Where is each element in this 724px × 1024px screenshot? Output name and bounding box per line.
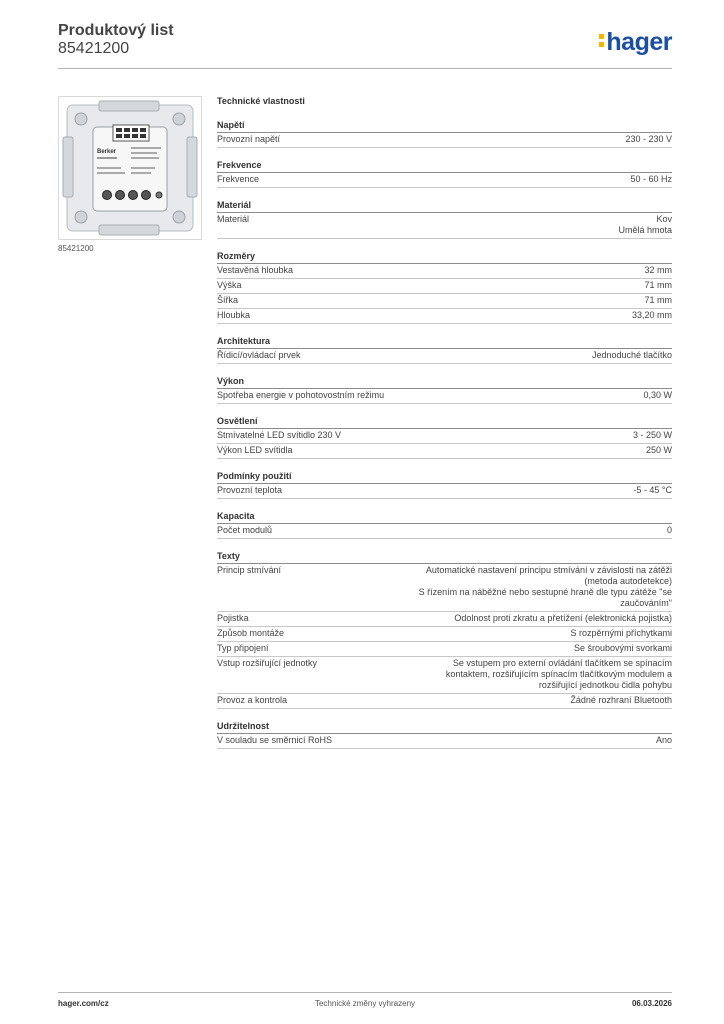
- spec-value-line: S řízením na náběžné nebo sestupné hraně dle typu zátěže "se: [418, 587, 672, 597]
- spec-value: [633, 485, 672, 496]
- spec-label: Princip stmívání: [217, 565, 282, 575]
- spec-label: Provozní teplota: [217, 485, 283, 495]
- spec-group-title: Výkon: [217, 376, 672, 389]
- spec-group: [217, 511, 672, 539]
- spec-value: [667, 525, 672, 536]
- spec-label: Provozní napětí: [217, 134, 281, 144]
- spec-row: [217, 429, 672, 444]
- spec-label: Pojistka: [217, 613, 249, 623]
- footer-note: Technické změny vyhrazeny: [314, 999, 416, 1008]
- spec-group: [217, 160, 672, 188]
- spec-label: Výkon LED svítidla: [217, 445, 293, 455]
- spec-value-line: Jednoduché tlačítko: [591, 350, 672, 360]
- spec-row: [217, 389, 672, 404]
- spec-value-line: Žádné rozhraní Bluetooth: [570, 695, 672, 705]
- spec-group: [217, 376, 672, 404]
- spec-value-line: Se vstupem pro externí ovládání tlačítkem se spínacím: [452, 658, 672, 668]
- label-brand: Berker: [97, 149, 117, 155]
- spec-group: [217, 120, 672, 148]
- spec-row: [217, 173, 672, 188]
- spec-group: [217, 471, 672, 499]
- spec-row: [217, 349, 672, 364]
- spec-value: [632, 310, 672, 321]
- logo-text: hager: [606, 28, 672, 56]
- spec-value: [646, 445, 672, 456]
- spec-value: [656, 735, 672, 746]
- spec-value-line: 32 mm: [644, 265, 672, 275]
- spec-group-title: Podmínky použití: [217, 471, 672, 484]
- spec-row: [217, 279, 672, 294]
- spec-group: [217, 336, 672, 364]
- hager-logo: [599, 28, 672, 57]
- spec-value-line: 71 mm: [644, 295, 672, 305]
- spec-value-line: 71 mm: [644, 280, 672, 290]
- spec-label: Způsob montáže: [217, 628, 285, 638]
- spec-label: Hloubka: [217, 310, 251, 320]
- spec-value: [618, 214, 672, 236]
- spec-value: [454, 613, 672, 624]
- specs-title: Technické vlastnosti: [217, 96, 305, 106]
- spec-group-title: Architektura: [217, 336, 672, 349]
- spec-value: [643, 390, 672, 401]
- footer-date: 06.03.2026: [631, 999, 672, 1008]
- spec-label: Typ připojení: [217, 643, 269, 653]
- spec-label: Počet modulů: [217, 525, 273, 535]
- spec-value-line: kontaktem, rozšiřujícím spínacím tlačítkovým modulem a: [445, 669, 672, 679]
- technical-specifications: [217, 96, 672, 761]
- spec-group-title: Osvětlení: [217, 416, 672, 429]
- spec-label: Stmívatelné LED svítidlo 230 V: [217, 430, 342, 440]
- spec-value: [446, 658, 672, 691]
- spec-row: [217, 612, 672, 627]
- spec-group: [217, 416, 672, 459]
- spec-value-line: -5 - 45 °C: [633, 485, 672, 495]
- spec-value-line: 230 - 230 V: [625, 134, 672, 144]
- spec-label: Vstup rozšiřující jednotky: [217, 658, 318, 668]
- spec-value-line: 50 - 60 Hz: [630, 174, 672, 184]
- spec-label: Materiál: [217, 214, 250, 224]
- spec-group: [217, 200, 672, 239]
- spec-value-line: 0,30 W: [643, 390, 672, 400]
- spec-value-line: 3 - 250 W: [632, 430, 672, 440]
- spec-group-title: Texty: [217, 551, 672, 564]
- spec-value-line: Automatické nastavení principu stmívání v závislosti na zátěži: [425, 565, 672, 575]
- spec-row: [217, 444, 672, 459]
- spec-group-title: Frekvence: [217, 160, 672, 173]
- spec-label: Šířka: [217, 295, 239, 305]
- spec-group-title: Materiál: [217, 200, 672, 213]
- spec-groups: [217, 120, 672, 749]
- spec-value: [630, 174, 672, 185]
- document-title: Produktový list: [58, 22, 174, 39]
- spec-value-line: (metoda autodetekce): [584, 576, 672, 586]
- spec-value-line: rozšiřující jednotkou čidla pohybu: [538, 680, 672, 690]
- spec-group: [217, 251, 672, 324]
- spec-row: [217, 564, 672, 612]
- spec-value-line: Umělá hmota: [618, 225, 672, 235]
- spec-value-line: Kov: [656, 214, 672, 224]
- spec-value: [633, 430, 672, 441]
- spec-row: [217, 627, 672, 642]
- spec-row: [217, 694, 672, 709]
- spec-group-title: Kapacita: [217, 511, 672, 524]
- spec-value: [625, 134, 672, 145]
- spec-group-title: Rozměry: [217, 251, 672, 264]
- spec-value: [574, 643, 672, 654]
- spec-row: [217, 524, 672, 539]
- spec-row: [217, 734, 672, 749]
- spec-label: Provoz a kontrola: [217, 695, 288, 705]
- spec-value: [570, 695, 672, 706]
- spec-value-line: S rozpěrnými příchytkami: [570, 628, 672, 638]
- spec-value: [570, 628, 672, 639]
- image-caption: 85421200: [58, 244, 94, 253]
- spec-group: [217, 721, 672, 749]
- product-number: 85421200: [58, 40, 130, 57]
- footer-website: hager.com/cz: [58, 999, 109, 1008]
- product-image: [58, 96, 202, 240]
- spec-value-line: 250 W: [645, 445, 672, 455]
- spec-row: [217, 133, 672, 148]
- spec-row: [217, 657, 672, 694]
- spec-value: [644, 280, 672, 291]
- spec-row: [217, 264, 672, 279]
- spec-value: [644, 295, 672, 306]
- dimmer-insert-illustration: [59, 97, 201, 239]
- spec-value-line: 0: [666, 525, 672, 535]
- spec-value-line: Se šroubovými svorkami: [573, 643, 672, 653]
- spec-row: [217, 484, 672, 499]
- spec-value: [644, 265, 672, 276]
- spec-row: [217, 213, 672, 239]
- spec-value: [592, 350, 672, 361]
- spec-row: [217, 309, 672, 324]
- document-header: [58, 22, 174, 58]
- logo-dots-icon: [599, 34, 604, 50]
- spec-value-line: zaučováním": [620, 598, 672, 608]
- spec-row: [217, 294, 672, 309]
- spec-label: Frekvence: [217, 174, 260, 184]
- spec-row: [217, 642, 672, 657]
- spec-value-line: 33,20 mm: [631, 310, 672, 320]
- spec-label: V souladu se směrnicí RoHS: [217, 735, 333, 745]
- spec-label: Vestavěná hloubka: [217, 265, 294, 275]
- header-divider: [58, 68, 672, 69]
- spec-group-title: Udržitelnost: [217, 721, 672, 734]
- spec-label: Spotřeba energie v pohotovostním režimu: [217, 390, 385, 400]
- spec-group-title: Napětí: [217, 120, 672, 133]
- footer-divider: [58, 992, 672, 993]
- spec-group: [217, 551, 672, 709]
- spec-value-line: Ano: [655, 735, 672, 745]
- spec-label: Řídicí/ovládací prvek: [217, 350, 301, 360]
- spec-value-line: Odolnost proti zkratu a přetížení (elektronická pojistka): [454, 613, 672, 623]
- spec-value: [419, 565, 672, 609]
- spec-label: Výška: [217, 280, 242, 290]
